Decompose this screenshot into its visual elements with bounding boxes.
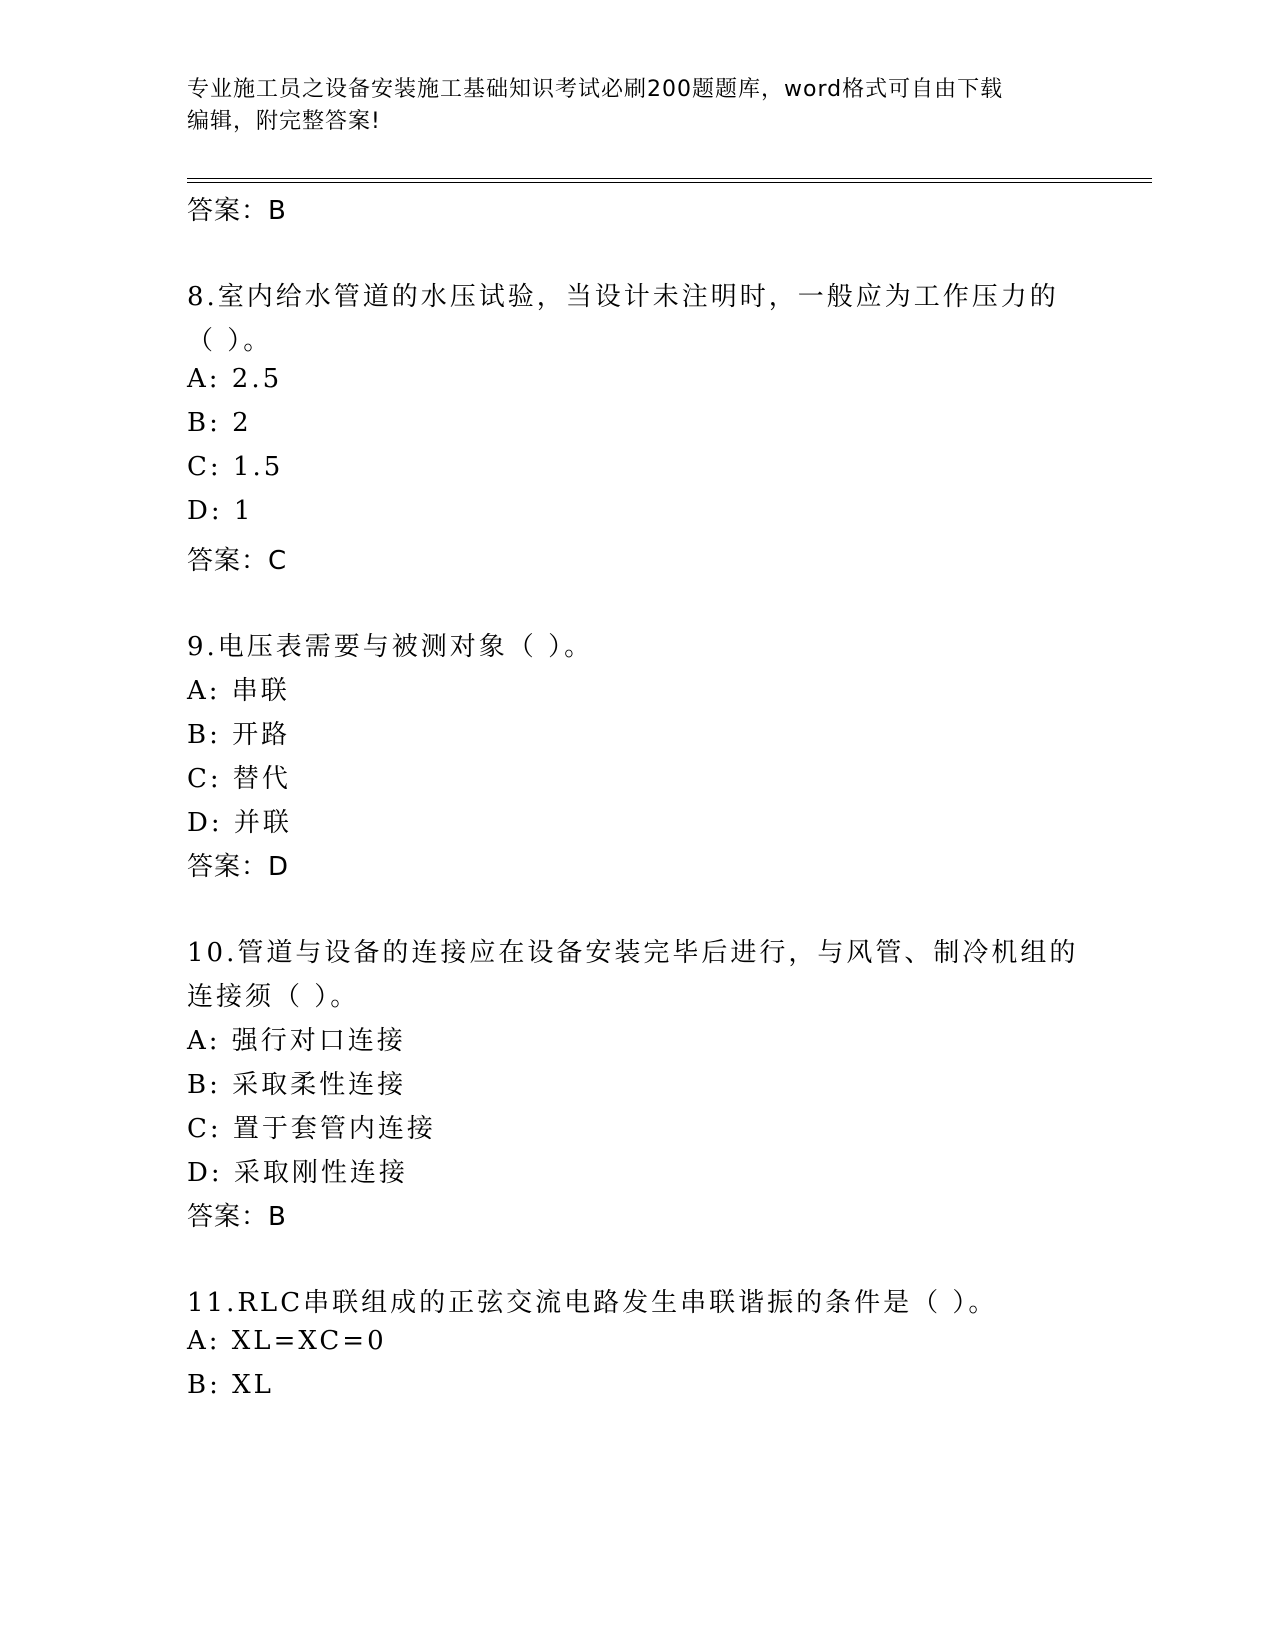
question-10-answer: 答案：B	[187, 1202, 287, 1232]
previous-answer: 答案：B	[187, 196, 287, 226]
question-10-option-c: C: 置于套管内连接	[187, 1114, 436, 1144]
question-8-answer: 答案：C	[187, 546, 288, 576]
question-8-stem-line-2: （ ）。	[187, 326, 273, 356]
question-11-stem-line-1: 11.RLC串联组成的正弦交流电路发生串联谐振的条件是（ ）。	[187, 1288, 998, 1318]
question-10-option-a: A: 强行对口连接	[187, 1026, 406, 1056]
question-9-option-b: B: 开路	[187, 720, 291, 750]
question-8-option-d: D: 1	[187, 496, 254, 526]
document-header: 专业施工员之设备安装施工基础知识考试必刷200题题库，word格式可自由下载 编辑，附完整答案!	[187, 77, 1004, 134]
header-rule-top	[187, 178, 1152, 179]
question-9-option-c: C: 替代	[187, 764, 291, 794]
question-8-stem-line-1: 8.室内给水管道的水压试验，当设计未注明时，一般应为工作压力的	[187, 282, 1059, 312]
question-9-stem-line-1: 9.电压表需要与被测对象（ ）。	[187, 632, 594, 662]
question-10-option-d: D: 采取刚性连接	[187, 1158, 408, 1188]
question-9-option-d: D: 并联	[187, 808, 292, 838]
header-rule-bottom	[187, 182, 1152, 183]
question-9-answer: 答案：D	[187, 852, 290, 882]
question-11-option-b: B: XL	[187, 1370, 274, 1400]
question-8-option-b: B: 2	[187, 408, 252, 438]
question-8-option-a: A: 2.5	[187, 364, 283, 394]
question-10-stem-line-2: 连接须（ ）。	[187, 982, 360, 1012]
question-10-option-b: B: 采取柔性连接	[187, 1070, 407, 1100]
question-10-stem-line-1: 10.管道与设备的连接应在设备安装完毕后进行，与风管、制冷机组的	[187, 938, 1079, 968]
question-8-option-c: C: 1.5	[187, 452, 284, 482]
question-11-option-a: A: XL=XC=0	[187, 1326, 387, 1356]
question-9-option-a: A: 串联	[187, 676, 290, 706]
